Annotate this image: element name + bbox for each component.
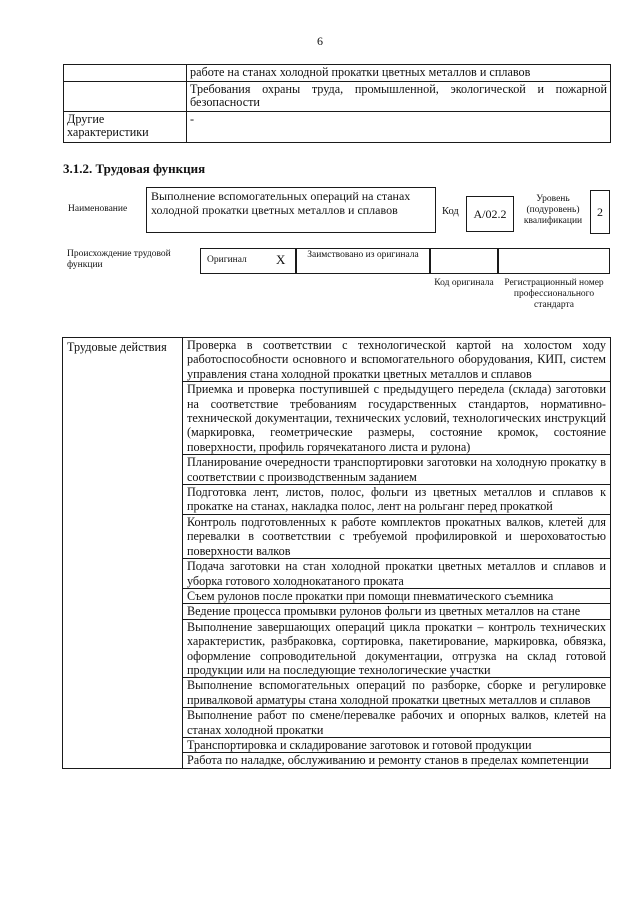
table-row	[64, 81, 611, 111]
labor-action-item: Выполнение вспомогательных операций по разборке, сборке и регулировке привалковой арматуры стана холодной прокатки цветных металлов и сплавов	[183, 678, 611, 708]
function-name-field: Выполнение вспомогательных операций на станах холодной прокатки цветных металлов и сплавов	[146, 187, 436, 233]
labor-action-item: Выполнение работ по смене/перевалке рабочих и опорных валков, клетей на станах холодной прокатки	[183, 708, 611, 738]
labor-action-item: Работа по наладке, обслуживанию и ремонту станов в пределах компетенции	[183, 753, 611, 768]
table-row	[63, 338, 611, 382]
original-label: Оригинал	[207, 255, 247, 265]
table-row	[64, 111, 611, 142]
labor-action-item: Съем рулонов после прокатки при помощи пневматического съемника	[183, 588, 611, 603]
registration-number-caption: Регистрационный номер профессионального стандарта	[504, 278, 604, 310]
qualification-level-field: 2	[590, 190, 610, 234]
labor-action-item: Проверка в соответствии с технологической картой на холостом ходу работоспособности основного и вспомогательного оборудования, КИП, систем управления стана холодной прокатки цветных металлов и сплавов	[183, 338, 611, 382]
table-row	[64, 65, 611, 82]
page-number: 6	[317, 34, 323, 48]
qualification-level-label: Уровень (подуровень) квалификации	[523, 194, 583, 226]
original-mark: X	[276, 252, 286, 267]
labor-action-item: Выполнение завершающих операций цикла прокатки – контроль технических характеристик, разбраковка, сортировка, пакетирование, маркировка, обвязка, оформление сопроводительной документации, отгрузка на склад готовой продукции или на последующие технологические участки	[183, 619, 611, 678]
labor-action-item: Контроль подготовленных к работе комплектов прокатных валков, клетей для перевалки в соответствии с требуемой профилировкой и шероховатостью поверхности валков	[183, 514, 611, 558]
labor-action-item: Планирование очередности транспортировки заготовки на холодную прокатку в соответствии с производственным заданием	[183, 455, 611, 485]
original-code-cell	[430, 248, 498, 274]
other-characteristics-label: Другие характеристики	[64, 111, 187, 142]
name-label: Наименование	[68, 204, 128, 214]
other-characteristics-value: -	[187, 111, 611, 142]
borrowed-label: Заимствовано из оригинала	[307, 250, 419, 260]
registration-number-cell	[498, 248, 610, 274]
origin-label: Происхождение трудовой функции	[67, 249, 171, 270]
labor-actions-label: Трудовые действия	[63, 338, 183, 769]
requirements-table	[63, 64, 611, 143]
labor-action-item: Ведение процесса промывки рулонов фольги из цветных металлов на стане	[183, 604, 611, 619]
safety-requirements-cell: Требования охраны труда, промышленной, экологической и пожарной безопасности	[187, 81, 611, 111]
code-label: Код	[442, 206, 459, 217]
function-code-field: А/02.2	[466, 196, 514, 232]
labor-actions-table	[62, 337, 611, 769]
original-code-caption: Код оригинала	[434, 278, 494, 288]
continuation-cell: работе на станах холодной прокатки цветных металлов и сплавов	[187, 65, 611, 82]
labor-action-item: Приемка и проверка поступившей с предыдущего передела (склада) заготовки на соответствие требованиям государственных стандартов, нормативно-технической документации, технических условий, технологических инструкций (маркировка, геометрические размеры, состояние кромок, состояние поверхности, профиль горячекатаного листа и рулона)	[183, 382, 611, 455]
labor-action-item: Подача заготовки на стан холодной прокатки цветных металлов и сплавов и уборка готового холоднокатаного проката	[183, 559, 611, 589]
labor-action-item: Транспортировка и складирование заготовок и готовой продукции	[183, 737, 611, 752]
labor-action-item: Подготовка лент, листов, полос, фольги из цветных металлов и сплавов к прокатке на станах, накладка полос, лент на рольганг перед прокаткой	[183, 485, 611, 515]
section-title: 3.1.2. Трудовая функция	[63, 161, 206, 176]
